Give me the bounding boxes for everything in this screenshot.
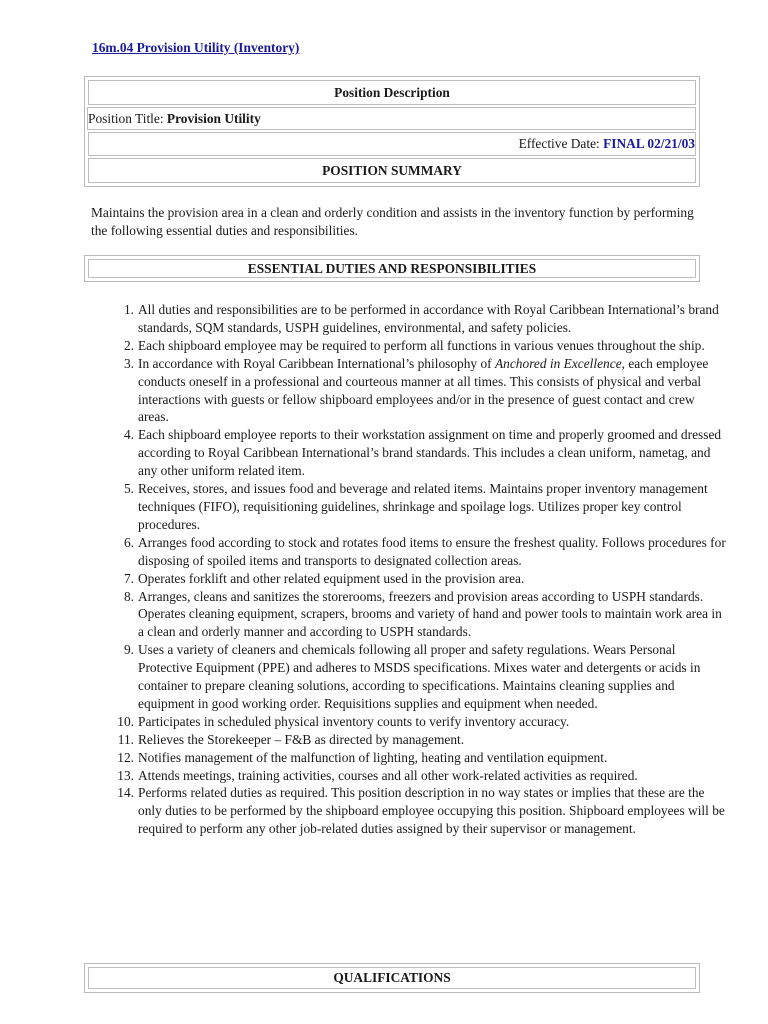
page-title-link[interactable]: 16m.04 Provision Utility (Inventory) (92, 40, 300, 55)
duty-text: In accordance with Royal Caribbean International’s philosophy of (138, 355, 495, 371)
duty-text: Notifies management of the malfunction of lighting, heating and ventilation equipment. (138, 749, 608, 765)
duty-text: Uses a variety of cleaners and chemicals following all proper and safety regulations. Wears Personal Protective Equipment (PPE) and adheres to MSDS specifications. Mixes water and detergents or acids in container to prepare cleaning solutions, according to specifications. Maintains cleaning supplies and equipment in good working order. Requisitions supplies and equipment when needed. (138, 642, 701, 711)
essential-duties-box (84, 255, 700, 282)
duty-item (110, 641, 728, 713)
duty-number: 11. (117, 731, 134, 747)
essential-duties-heading: ESSENTIAL DUTIES AND RESPONSIBILITIES (88, 259, 696, 278)
duty-item (110, 426, 728, 480)
duty-number: 12. (117, 749, 134, 765)
qualifications-heading: QUALIFICATIONS (88, 967, 696, 989)
duty-text-italic: Anchored in Excellence (494, 355, 622, 371)
duty-number: 6. (123, 534, 134, 550)
duty-item (110, 713, 728, 731)
position-title-label: Position Title: (88, 110, 164, 126)
qualifications-box (84, 963, 700, 993)
position-description-heading-text: Position Description (334, 84, 450, 100)
effective-date-label: Effective Date: (518, 136, 600, 151)
duty-item (110, 570, 728, 588)
effective-date-row (88, 132, 696, 156)
duty-number: 5. (123, 481, 134, 497)
duty-number: 7. (123, 570, 134, 586)
duty-text: Arranges food according to stock and rotates food items to ensure the freshest quality. Follows procedures for disposing of spoiled items and transports to designated collection areas. (138, 534, 726, 568)
position-title-row (87, 107, 696, 130)
duty-item (110, 355, 728, 427)
duty-item (110, 731, 728, 749)
position-summary-heading (88, 158, 696, 183)
duty-number: 3. (123, 355, 134, 371)
duty-text: Operates forklift and other related equipment used in the provision area. (138, 570, 525, 586)
duty-item (110, 534, 728, 570)
duty-number: 14. (117, 785, 134, 801)
duty-item (110, 480, 728, 534)
duty-number: 9. (123, 642, 134, 658)
duty-number: 10. (117, 713, 134, 729)
duty-item (110, 767, 728, 785)
duty-item (110, 784, 728, 838)
duty-number: 13. (117, 767, 134, 783)
duty-item (110, 749, 728, 767)
duties-list (110, 301, 728, 838)
effective-date-value: FINAL 02/21/03 (603, 136, 695, 151)
position-description-table (84, 76, 700, 187)
position-description-heading (88, 80, 696, 105)
duty-text: Attends meetings, training activities, courses and all other work-related activities as required. (138, 767, 638, 783)
duty-item (110, 301, 728, 337)
position-summary-text: Maintains the provision area in a clean and orderly condition and assists in the inventory function by performing the following essential duties and responsibilities. (91, 205, 694, 238)
duty-number: 2. (123, 337, 134, 353)
duty-text: Each shipboard employee may be required to perform all functions in various venues throughout the ship. (138, 337, 705, 353)
duty-text: All duties and responsibilities are to be performed in accordance with Royal Caribbean International’s brand standards, SQM standards, USPH guidelines, environmental, and safety policies. (138, 302, 719, 335)
position-title-value: Provision Utility (166, 110, 261, 126)
duty-text-after: , each employee conducts oneself in a professional and courteous manner at all times. This consists of physical and verbal interactions with guests or fellow shipboard employees and/or in the presence of guest contact and crew areas. (138, 355, 709, 425)
duty-number: 1. (123, 302, 134, 317)
position-summary-heading-text: POSITION SUMMARY (322, 162, 462, 178)
duty-text: Relieves the Storekeeper – F&B as directed by management. (138, 731, 465, 747)
duty-number: 4. (123, 427, 134, 443)
duty-text: Receives, stores, and issues food and beverage and related items. Maintains proper inventory management techniques (FIFO), requisitioning guidelines, shrinkage and spoilage logs. Utilizes proper key control procedures. (138, 481, 708, 532)
duty-text: Arranges, cleans and sanitizes the storerooms, freezers and provision areas according to USPH standards. Operates cleaning equipment, scrapers, brooms and variety of hand and power tools to maintain work area in a clean and orderly manner and according to USPH standards. (138, 588, 722, 640)
duty-item (110, 337, 728, 355)
duty-number: 8. (123, 588, 134, 604)
duty-text: Each shipboard employee reports to their workstation assignment on time and properly groomed and dressed according to Royal Caribbean International’s brand standards. This includes a clean uniform, nametag, and any other uniform related item. (138, 427, 722, 479)
duty-text: Participates in scheduled physical inventory counts to verify inventory accuracy. (138, 713, 570, 729)
duty-item (110, 588, 728, 642)
duty-text: Performs related duties as required. This position description in no way states or implies that these are the only duties to be performed by the shipboard employee occupying this position. Shipboard employees will be required to perform any other job-related duties assigned by their supervisor or management. (138, 785, 725, 837)
